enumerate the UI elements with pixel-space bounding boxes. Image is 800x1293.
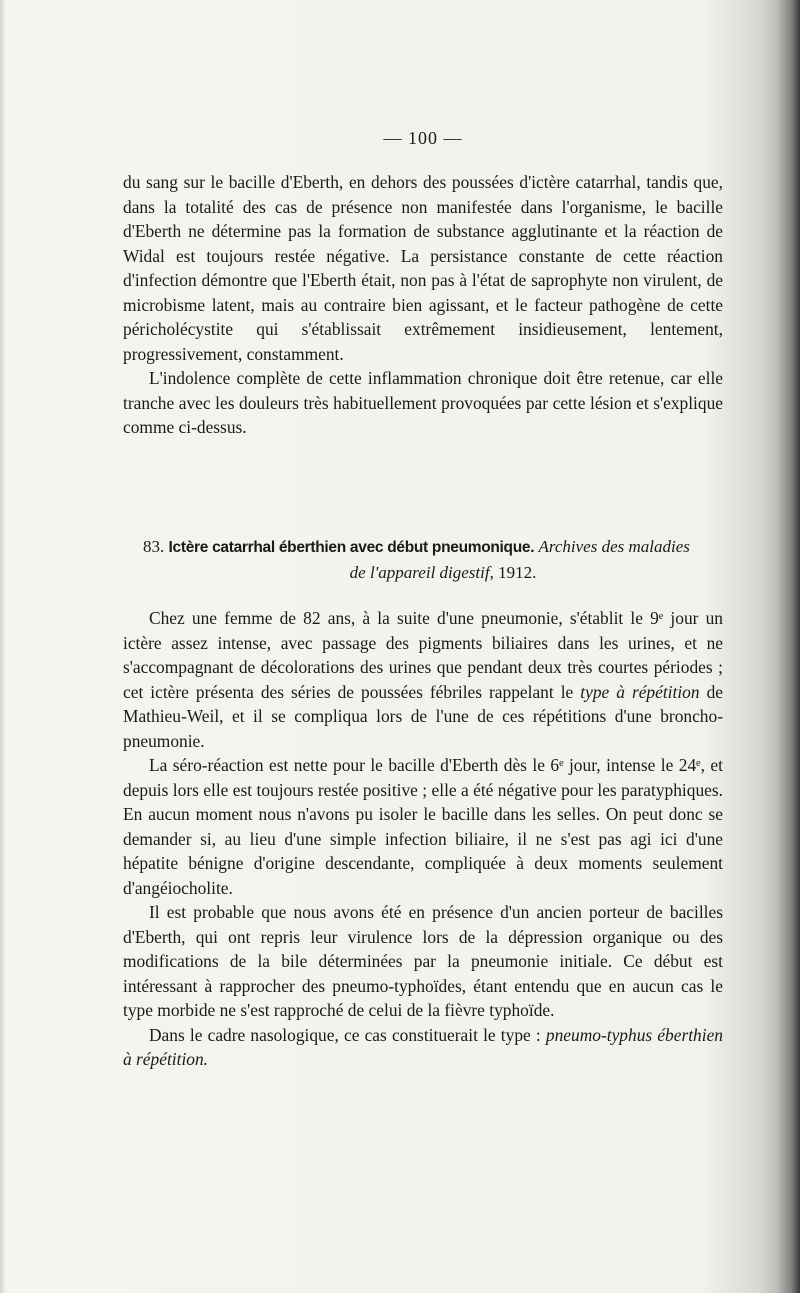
body-paragraph-1 xyxy=(123,606,723,753)
page-right-shadow xyxy=(778,0,800,1293)
intro-block xyxy=(123,170,723,440)
intro-paragraph-1: du sang sur le bacille d'Eberth, en dehors des poussées d'ictère catarrhal, tandis que, dans la totalité des cas de présence non manifestée dans l'organisme, le bacille d'Eberth ne détermine pas la formation de substance agglutinante et la réaction de Widal est toujours restée négative. La persistance constante de cette réaction d'infection démontre que l'Eberth était, non pas à l'état de saprophyte non virulent, de microbisme latent, mais au contraire bien agissant, et le facteur pathogène de cette péricholécystite qui s'établissait extrêmement insidieusement, lentement, progressivement, constamment. xyxy=(123,172,723,364)
intro-paragraph-2: L'indolence complète de cette inflammation chronique doit être retenue, car elle tranche avec les douleurs très habituellement provoquées par cette lésion et s'explique comme ci-dessus. xyxy=(123,368,723,437)
source-line-2 xyxy=(143,560,723,585)
body-paragraph-1-emphasis: type à répétition xyxy=(580,681,700,702)
body-paragraph-4-emphasis: pneumo-typhus éberthien à répétition. xyxy=(123,1024,723,1069)
source-journal-part-1: Archives des maladies xyxy=(538,537,690,556)
page-number: — 100 — xyxy=(383,128,463,148)
body-paragraph-1-start: Chez une femme de 82 ans, à la suite d'une pneumonie, s'établit le 9ᵉ jour un ictère assez intense, avec passage des pigments biliaires dans les urines, et ne s'accompagnant de décolorations des urines que pendant deux très courtes périodes ; cet ictère présenta des séries de poussées fébriles rappelant le xyxy=(123,608,723,702)
section-number: 83. xyxy=(143,537,165,556)
section-title: Ictère catarrhal éberthien avec début pneumonique. xyxy=(168,539,535,556)
section-heading xyxy=(143,534,723,585)
page-left-shadow xyxy=(0,0,6,1293)
body-paragraph-1-end: de Mathieu-Weil, et il se compliqua lors de l'une de ces répétitions d'une broncho-pneumonie. xyxy=(123,681,723,751)
source-journal-part-2: de l'appareil digestif xyxy=(349,563,490,582)
body-paragraph-4 xyxy=(123,1023,723,1072)
body-paragraph-4-start: Dans le cadre nasologique, ce cas constituerait le type : xyxy=(149,1024,546,1045)
body-paragraph-3: Il est probable que nous avons été en présence d'un ancien porteur de bacilles d'Eberth, qui ont repris leur virulence lors de la dépression organique ou des modifications de la bile déterminées par la pneumonie initiale. Ce début est intéressant à rapprocher des pneumo-typhoïdes, étant entendu que en aucun cas le type morbide ne s'est rapproché de celui de la fièvre typhoïde. xyxy=(123,902,723,1020)
body-block xyxy=(123,606,723,1072)
body-paragraph-2: La séro-réaction est nette pour le bacille d'Eberth dès le 6ᵉ jour, intense le 24ᵉ, et depuis lors elle est toujours restée positive ; elle a été négative pour les paratyphiques. En aucun moment nous n'avons pu isoler le bacille dans les selles. On peut donc se demander si, au lieu d'une simple infection biliaire, il ne s'est pas agi ici d'une hépatite bénigne d'origine descendante, compliquée à deux moments seulement d'angéiocholite. xyxy=(123,755,723,898)
source-year: , 1912. xyxy=(489,563,537,582)
